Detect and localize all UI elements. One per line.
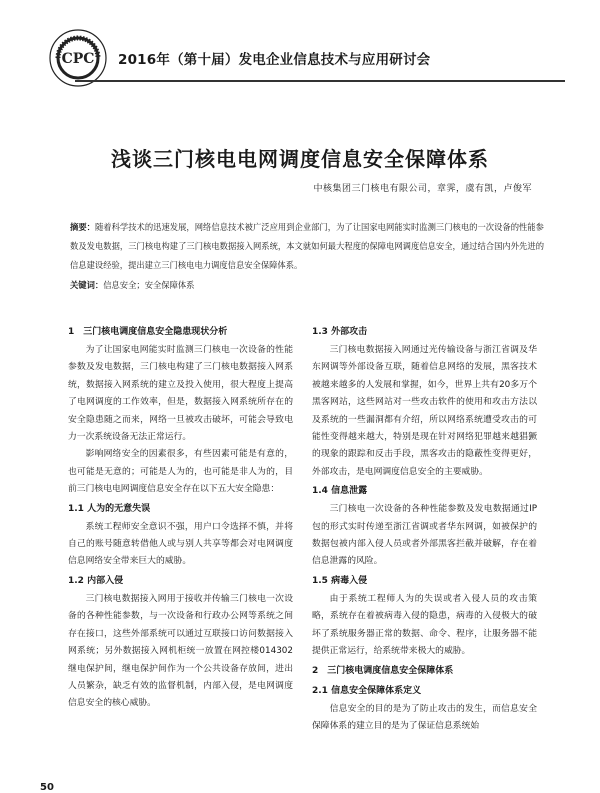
section-heading: 2 三门核电调度信息安全保障体系 [312, 665, 454, 676]
paper-title: 浅谈三门核电电网调度信息安全保障体系 [111, 147, 489, 172]
abstract-label: 摘要： [70, 222, 95, 232]
left-column [68, 322, 293, 713]
keywords-label: 关键词： [70, 280, 104, 290]
subsection-heading: 1.4 信息泄露 [312, 486, 368, 497]
subsection-heading: 1.2 内部入侵 [68, 575, 124, 586]
subsection-heading: 2.1 信息安全保障体系定义 [312, 685, 422, 696]
paragraph: 信息安全的目的是为了防止攻击的发生，而信息安全保障体系的建立目的是为了保证信息系统始 [312, 703, 537, 731]
paragraph: 系统工程师安全意识不强，用户口令选择不慎，并将自己的账号随意转借他人或与别人共享等都会对电网调度信息网络安全带来巨大的威胁。 [68, 521, 293, 567]
paragraph: 三门核电数据接入网用于接收并传输三门核电一次设备的各种性能参数，与一次设备和行政办公网等系统之间存在接口，这些外部系统可以通过互联接口访问数据接入网系统；另外数据接入网机柜统一放置在网控楼014302继电保护间，继电保护间作为一个公共设备存放间，进出人员繁杂，缺乏有效的监督机制，内部入侵，是电网调度信息安全的核心威胁。 [68, 593, 293, 709]
keywords [70, 277, 544, 293]
subsection-heading: 1.3 外部攻击 [312, 327, 368, 337]
conference-title: 2016年（第十届）发电企业信息技术与应用研讨会 [118, 52, 431, 68]
paragraph: 三门核电数据接入网通过光传输设备与浙江省调及华东网调等外部设备互联，随着信息网络的发展，黑客技术被越来越多的人发展和掌握，如今，世界上共有20多万个黑客网站，这些网站对一些攻击软件的使用和攻击方法以及系统的一些漏洞都有介绍，所以网络系统遭受攻击的可能性变得越来越大，特别是现在针对网络犯罪越来越猖獗的现象的跟踪和反击手段，黑客攻击的隐蔽性变得更好，外部攻击，是电网调度信息安全的主要威胁。 [312, 345, 537, 477]
page-number: 50 [40, 782, 54, 793]
section-heading: 1 三门核电调度信息安全隐患现状分析 [68, 327, 228, 337]
right-column [312, 322, 537, 735]
conference-logo [48, 28, 108, 88]
abstract [70, 218, 544, 275]
abstract-text: 随着科学技术的迅速发展，网络信息技术被广泛应用到企业部门，为了让国家电网能实时监测三门核电的一次设备的性能参数及发电数据，三门核电构建了三门核电数据接入网系统，本文就如何最大程度的保障电网调度信息安全，通过结合国内外先进的信息建设经验，提出建立三门核电电力调度信息安全保障体系。 [70, 222, 544, 270]
paragraph: 由于系统工程师人为的失误或者入侵人员的攻击策略，系统存在着被病毒入侵的隐患，病毒的入侵极大的破坏了系统服务器正常的数据、命令、程序，让服务器不能提供正常运行，给系统带来极大的威胁。 [312, 593, 537, 657]
subsection-heading: 1.5 病毒入侵 [312, 575, 368, 586]
paragraph: 为了让国家电网能实时监测三门核电一次设备的性能参数及发电数据，三门核电构建了三门核电数据接入网系统，数据接入网系统的建立及投入使用，很大程度上提高了电网调度的工作效率，但是，数据接入网系统所存在的安全隐患随之而来，网络一旦被攻击破坏，可能会导致电力一次系统设备无法正常运行。 [68, 345, 293, 443]
authors: 中核集团三门核电有限公司，章霁，虞有凯，卢俊军 [313, 184, 532, 194]
paragraph: 三门核电一次设备的各种性能参数及发电数据通过IP包的形式实时传递至浙江省调或者华东网调，如被保护的数据包被内部入侵人员或者外部黑客拦截并破解，存在着信息泄露的风险。 [312, 504, 537, 567]
paragraph: 影响网络安全的因素很多，有些因素可能是有意的，也可能是无意的；可能是人为的，也可能是非人为的，目前三门核电电网调度信息安全存在以下五大安全隐患： [68, 449, 293, 495]
subsection-heading: 1.1 人为的无意失误 [68, 503, 151, 514]
logo-text: CPC [61, 51, 95, 67]
keywords-text: 信息安全；安全保障体系 [103, 280, 195, 290]
header-divider [75, 80, 565, 82]
